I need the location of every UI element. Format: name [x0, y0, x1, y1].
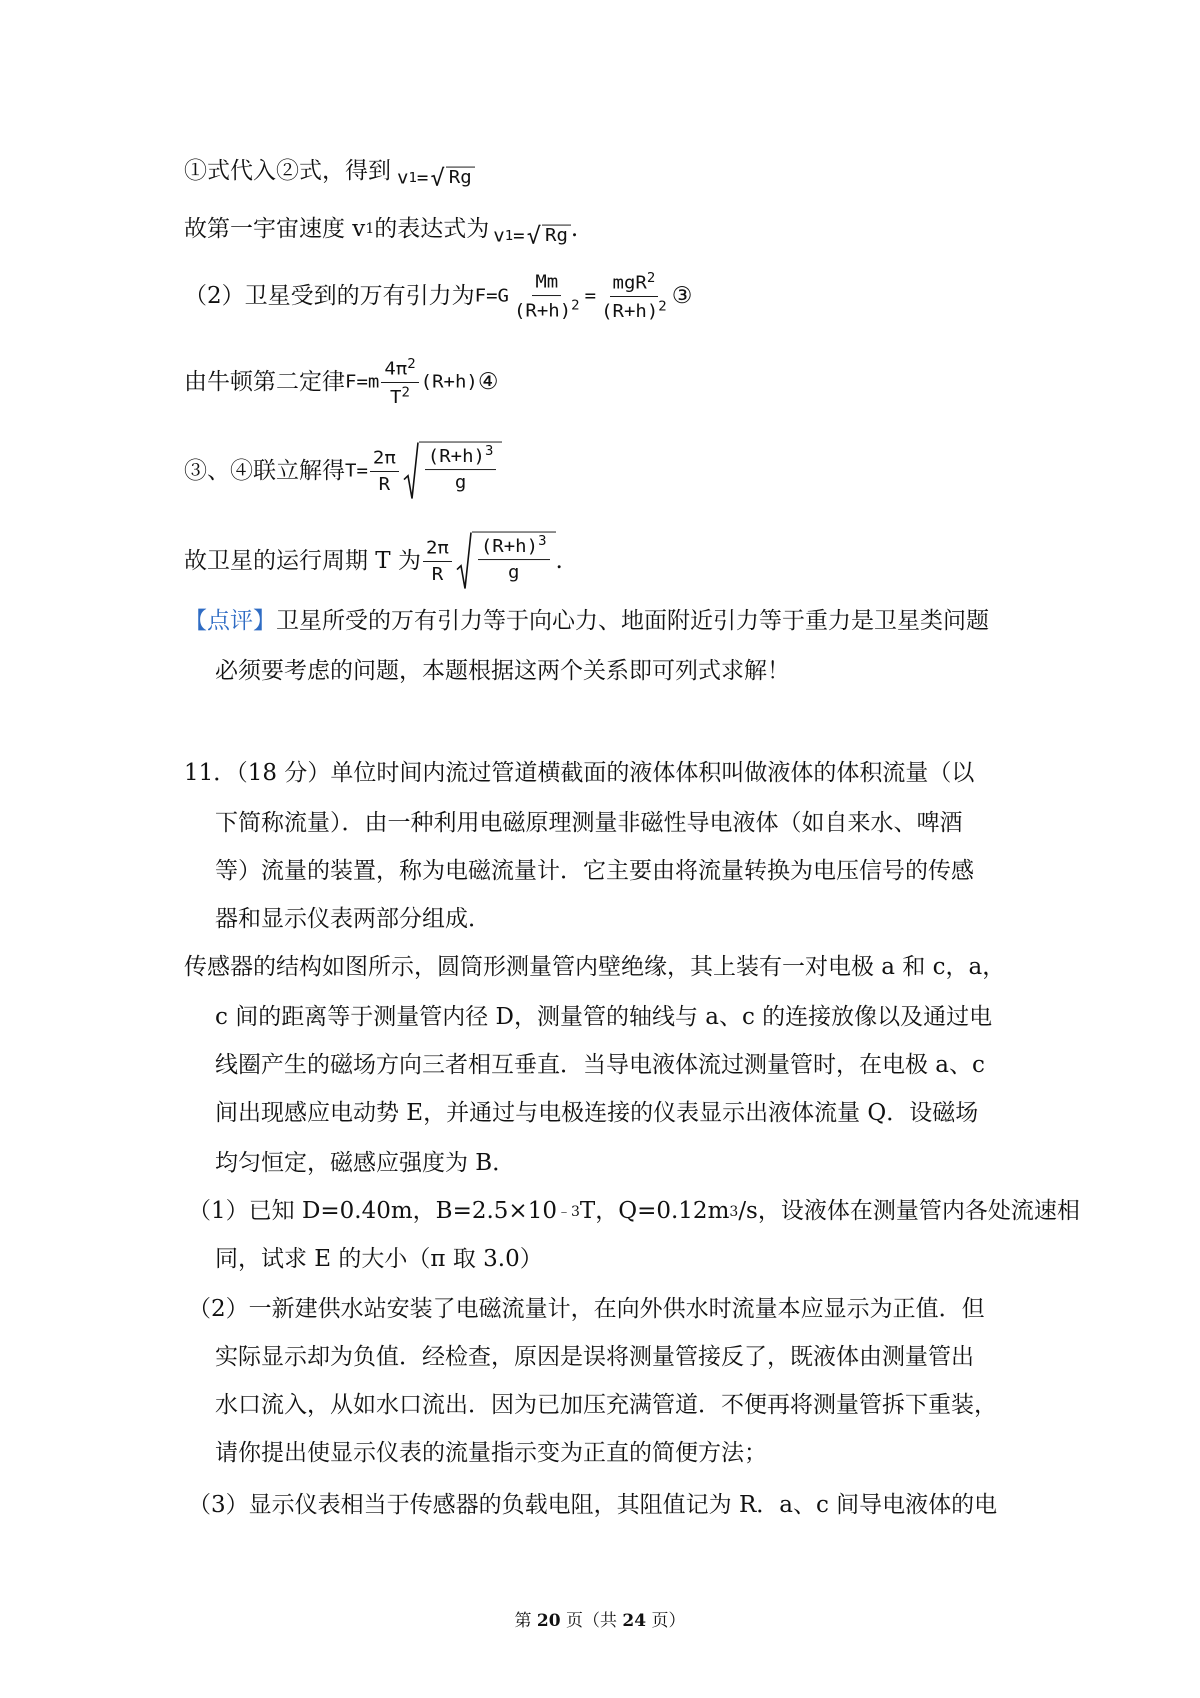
- fraction-numerator: [425, 444, 497, 470]
- numerator-text: (R+h): [480, 535, 539, 557]
- radicand-rg: Rg: [542, 225, 571, 248]
- radical-sign-icon: √: [526, 222, 542, 250]
- v1-subscript: 1: [504, 228, 514, 244]
- big-sqrt: [403, 442, 503, 501]
- review-text-2: 必须要考虑的问题，本题根据这两个关系即可列式求解！: [215, 658, 790, 684]
- denominator-text: (R+h): [601, 301, 659, 323]
- v1-formula: [397, 164, 475, 192]
- fraction-2pi-r: [423, 538, 452, 584]
- exponent: 3: [538, 533, 547, 549]
- fraction-numerator: 2π: [423, 538, 452, 562]
- v1-subscript-text: 1: [365, 221, 375, 237]
- period-formula: [345, 442, 502, 501]
- v1-formula-2: [493, 222, 571, 250]
- review-tag: 【点评】: [184, 608, 276, 634]
- exponent: 3: [729, 1203, 739, 1220]
- problem-text: c 间的距离等于测量管内径 D，测量管的轴线与 a、c 的连接放像以及通过电: [215, 1004, 993, 1030]
- footer-mid: 页（共: [560, 1611, 623, 1631]
- problem-text: 线圈产生的磁场方向三者相互垂直．当导电液体流过测量管时，在电极 a、c: [215, 1052, 985, 1078]
- sqrt-rg: [526, 222, 571, 250]
- solution-line-5: [184, 440, 502, 502]
- fraction-numerator: Mm: [532, 272, 561, 296]
- total-pages: 24: [622, 1611, 647, 1631]
- fraction-rh3-g: [425, 444, 497, 500]
- problem-11-line-7: [215, 1054, 985, 1077]
- fraction-denominator: [387, 383, 413, 408]
- question-2-line-2: [215, 1346, 974, 1369]
- problem-text: 传感器的结构如图所示，圆筒形测量管内壁绝缘，其上装有一对电极 a 和 c，a，: [184, 954, 1006, 980]
- solution-line-5-text: ③、④联立解得: [184, 457, 345, 484]
- exponent: 2: [407, 356, 416, 372]
- review-line-2: [215, 660, 790, 683]
- big-sqrt: [456, 532, 556, 591]
- question-1-text-b: T，Q=0.12m: [579, 1198, 730, 1224]
- fraction-denominator: R: [378, 473, 391, 495]
- solution-line-6-text: 故卫星的运行周期 T 为: [184, 547, 421, 574]
- problem-text: 下简称流量）．由一种利用电磁原理测量非磁性导电液体（如自来水、啤酒: [215, 810, 963, 836]
- problem-text: 等）流量的装置，称为电磁流量计．它主要由将流量转换为电压信号的传感: [215, 858, 974, 884]
- fraction-numerator: [381, 357, 418, 383]
- denominator-text: (R+h): [513, 300, 572, 322]
- radical-sign-icon: [456, 532, 472, 591]
- equation-tag-4: ④: [477, 369, 499, 396]
- question-1-line-2: [215, 1248, 543, 1271]
- v1-symbol: v: [493, 225, 505, 246]
- problem-text: 同，试求 E 的大小（π 取 3.0）: [215, 1246, 543, 1272]
- exponent: 2: [646, 270, 656, 286]
- problem-11-line-3: [215, 860, 974, 883]
- numerator-text: mgR: [612, 272, 647, 294]
- exponent: 2: [571, 297, 580, 314]
- fraction-numerator: [610, 271, 659, 297]
- numerator-text: (R+h): [427, 445, 485, 467]
- question-1-text-c: /s，设液体在测量管内各处流速相: [738, 1198, 1080, 1224]
- radical-sign-icon: √: [430, 164, 445, 192]
- fraction-denominator: g: [507, 562, 520, 584]
- period: .: [555, 547, 563, 574]
- question-2-line-4: [215, 1442, 767, 1465]
- solution-line-6: [184, 530, 563, 592]
- fraction-numerator: 2π: [370, 448, 399, 472]
- question-1-text-a: （1）已知 D=0.40m，B=2.5×10: [188, 1198, 557, 1224]
- v1-subscript: 1: [408, 170, 417, 186]
- problem-text: 实际显示却为负值．经检查，原因是误将测量管接反了，既液体由测量管出: [215, 1344, 974, 1370]
- problem-text: 器和显示仪表两部分组成．: [215, 906, 491, 932]
- solution-line-1-text: ①式代入②式，得到: [184, 157, 391, 184]
- radical-sign-icon: [403, 442, 419, 501]
- solution-line-3: [184, 270, 692, 323]
- problem-text: 11．（18 分）单位时间内流过管道横截面的液体体积叫做液体的体积流量（以: [184, 760, 975, 786]
- equals-sign: =: [584, 285, 597, 307]
- v1-equals: =: [416, 167, 429, 188]
- fraction-denominator: [598, 297, 670, 322]
- problem-11-line-5: [184, 956, 1005, 979]
- fraction-numerator: [478, 534, 550, 560]
- fraction-mgr2: [598, 271, 670, 322]
- question-1-line-1: [188, 1200, 1080, 1223]
- problem-11-line-6: [215, 1006, 992, 1029]
- radicand-rg: Rg: [446, 167, 475, 190]
- problem-11-line-9: [215, 1152, 515, 1175]
- v1-equals: =: [513, 225, 525, 246]
- solution-line-2-mid: 的表达式为: [374, 215, 490, 242]
- problem-text: 请你提出使显示仪表的流量指示变为正直的简便方法；: [215, 1440, 767, 1466]
- solution-line-3-text: （2）卫星受到的万有引力为: [184, 283, 475, 310]
- review-line-1: [184, 610, 989, 633]
- solution-line-4-text: 由牛顿第二定律: [184, 369, 345, 396]
- problem-11-line-1: [184, 762, 974, 785]
- problem-11-line-4: [215, 908, 491, 931]
- exponent: 2: [401, 385, 410, 401]
- problem-11-line-8: [215, 1102, 978, 1125]
- problem-11-line-2: [215, 812, 963, 835]
- solution-line-2: [184, 210, 578, 248]
- equation-tag-3: ③: [671, 283, 693, 310]
- problem-text: 水口流入，从如水口流出．因为已加压充满管道．不便再将测量管拆下重装，: [215, 1392, 997, 1418]
- fraction-mm: [511, 272, 583, 321]
- question-2-line-1: [188, 1298, 985, 1321]
- question-2-line-3: [215, 1394, 997, 1417]
- fraction-denominator: R: [431, 563, 444, 585]
- t-lhs: T=: [345, 460, 368, 481]
- solution-line-4: [184, 356, 498, 409]
- radicand: [419, 442, 503, 501]
- newton-formula: [345, 357, 478, 408]
- v1-symbol: v: [397, 167, 409, 188]
- radicand: [472, 532, 556, 591]
- problem-text: （3）显示仪表相当于传感器的负载电阻，其阻值记为 R．a、c 间导电液体的电: [188, 1492, 998, 1518]
- fraction-denominator: g: [454, 472, 467, 494]
- f-lhs: F=G: [474, 285, 509, 307]
- exponent: 2: [658, 299, 667, 315]
- gravity-formula: [475, 271, 672, 322]
- problem-text: （2）一新建供水站安装了电磁流量计，在向外供水时流量本应显示为正值．但: [188, 1296, 985, 1322]
- fraction-denominator: [511, 296, 583, 321]
- fraction-4pi2-t2: [381, 357, 418, 408]
- radius-term: (R+h): [420, 371, 478, 393]
- fraction-rh3-g: [478, 534, 550, 590]
- solution-line-1: [184, 152, 475, 190]
- numerator-text: 4π: [384, 358, 408, 380]
- exponent: 3: [484, 443, 494, 459]
- footer-prefix: 第: [514, 1611, 537, 1631]
- exponent: ﹣3: [556, 1203, 580, 1220]
- footer-suffix: 页）: [646, 1611, 686, 1631]
- problem-text: 均匀恒定，磁感应强度为 B．: [215, 1150, 516, 1176]
- fraction-2pi-r: [370, 448, 399, 494]
- review-text-1: 卫星所受的万有引力等于向心力、地面附近引力等于重力是卫星类问题: [276, 608, 989, 634]
- page-footer: [0, 1606, 1200, 1631]
- page-number: 20: [536, 1611, 561, 1631]
- question-3-line-1: [188, 1494, 997, 1517]
- period-formula-2: [421, 532, 556, 591]
- denominator-text: T: [390, 387, 402, 409]
- period: .: [570, 215, 579, 242]
- solution-line-2-text: 故第一宇宙速度 v: [184, 215, 366, 242]
- problem-text: 间出现感应电动势 E，并通过与电极连接的仪表显示出液体流量 Q．设磁场: [215, 1100, 979, 1126]
- sqrt-rg: [430, 164, 474, 192]
- f-lhs: F=m: [345, 371, 380, 393]
